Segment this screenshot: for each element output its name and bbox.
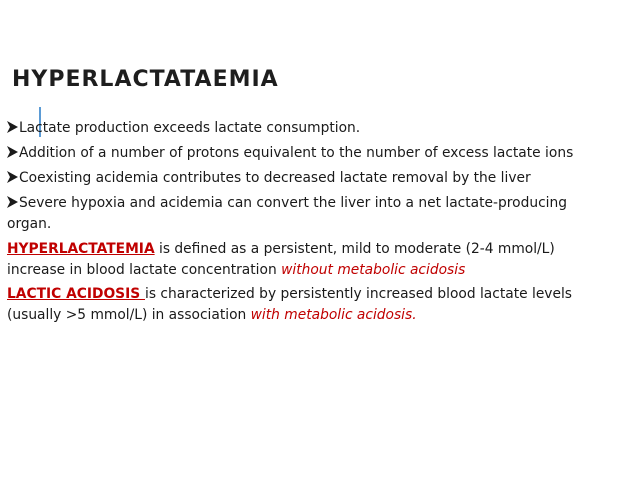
arrow-checkmark-bullet-icon bbox=[7, 146, 18, 158]
definition-emphasis: without metabolic acidosis bbox=[281, 262, 466, 278]
bullet-text: Severe hypoxia and acidemia can convert the liver into a net lactate-producing organ. bbox=[7, 195, 567, 232]
arrow-checkmark-bullet-icon bbox=[7, 196, 18, 208]
arrow-checkmark-bullet-icon bbox=[7, 121, 18, 133]
definition-lactic-acidosis bbox=[7, 284, 612, 326]
definition-term: LACTIC ACIDOSIS bbox=[7, 286, 145, 302]
bullet-text: Lactate production exceeds lactate consumption. bbox=[19, 120, 361, 136]
definition-body: is characterized by persistently increased blood lactate levels (usually >5 mmol/L) in association bbox=[7, 286, 572, 323]
bullet-text: Addition of a number of protons equivalent to the number of excess lactate ions bbox=[19, 145, 574, 161]
bullet-text: Coexisting acidemia contributes to decreased lactate removal by the liver bbox=[19, 170, 531, 186]
definition-hyperlactatemia bbox=[7, 239, 612, 281]
bullet-item bbox=[7, 118, 612, 139]
definition-term: HYPERLACTATEMIA bbox=[7, 241, 155, 257]
definition-body: is defined as a persistent, mild to moderate (2-4 mmol/L) increase in blood lactate concentration bbox=[7, 241, 555, 278]
bullet-item bbox=[7, 193, 612, 235]
definition-emphasis: with metabolic acidosis. bbox=[250, 307, 417, 323]
slide-content bbox=[7, 118, 612, 329]
arrow-checkmark-bullet-icon bbox=[7, 171, 18, 183]
bullet-item bbox=[7, 168, 612, 189]
bullet-item bbox=[7, 143, 612, 164]
slide-title: HYPERLACTATAEMIA bbox=[12, 67, 279, 92]
